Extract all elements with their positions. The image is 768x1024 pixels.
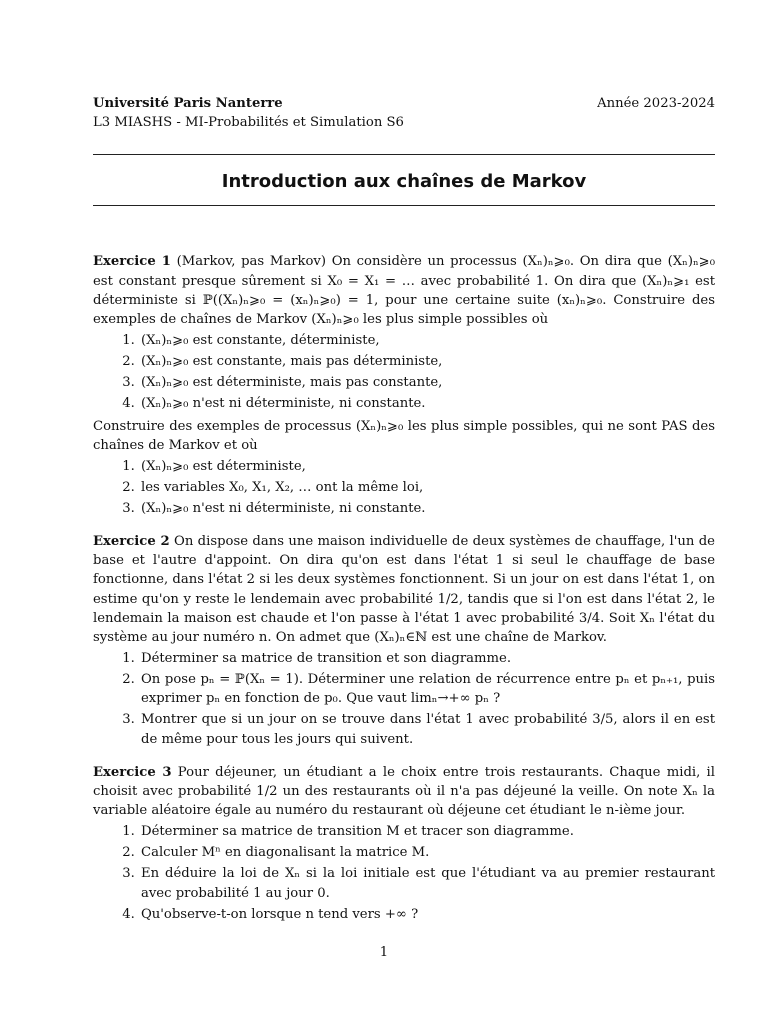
exercise-label: Exercice 2 [93, 534, 170, 550]
exercise-label: Exercice 3 [93, 764, 172, 780]
list-item: 1. (Xₙ)ₙ⩾₀ est constante, déterministe, [139, 331, 715, 350]
list-item: 4. Qu'observe-t-on lorsque n tend vers +∞ ? [139, 905, 715, 924]
list-item: 2. On pose pₙ = ℙ(Xₙ = 1). Déterminer une relation de récurrence entre pₙ et pₙ₊₁, puis exprimer pₙ en fonction de p₀. Que vaut limₙ→+∞ pₙ ? [139, 670, 715, 708]
academic-year: Année 2023-2024 [597, 96, 715, 111]
exercise-2 [93, 532, 715, 749]
list-item: 2. les variables X₀, X₁, X₂, … ont la même loi, [139, 478, 715, 497]
list-item: 3. Montrer que si un jour on se trouve dans l'état 1 avec probabilité 3/5, alors il en est de même pour tous les jours qui suivent. [139, 710, 715, 748]
exercise-2-list [93, 649, 715, 749]
exercise-1 [93, 252, 715, 518]
list-item: 4. (Xₙ)ₙ⩾₀ n'est ni déterministe, ni constante. [139, 394, 715, 413]
list-item: 1. (Xₙ)ₙ⩾₀ est déterministe, [139, 457, 715, 476]
exercise-intro: (Markov, pas Markov) On considère un processus (Xₙ)ₙ⩾₀. On dira que (Xₙ)ₙ⩾₀ est constant presque sûrement si X₀ = X₁ = … avec probabilité 1. On dira que (Xₙ)ₙ⩾₁ est déterministe si ℙ((Xₙ)ₙ⩾₀ = (xₙ)ₙ⩾₀) = 1, pour une certaine suite (xₙ)ₙ⩾₀. Construire des exemples de chaînes de Markov (Xₙ)ₙ⩾₀ les plus simple possibles où [93, 254, 715, 327]
list-item: 3. En déduire la loi de Xₙ si la loi initiale est que l'étudiant va au premier restaurant avec probabilité 1 au jour 0. [139, 864, 715, 902]
list-item: 2. (Xₙ)ₙ⩾₀ est constante, mais pas déterministe, [139, 352, 715, 371]
exercise-3 [93, 763, 715, 924]
exercise-1-list-1 [93, 331, 715, 414]
university-name: Université Paris Nanterre [93, 96, 283, 111]
title-rule-top [93, 154, 715, 155]
exercise-intro: On dispose dans une maison individuelle de deux systèmes de chauffage, l'un de base et l'autre d'appoint. On dira qu'on est dans l'état 1 si seul le chauffage de base fonctionne, dans l'état 2 si les deux systèmes fonctionnent. Si un jour on est dans l'état 1, on estime qu'on y reste le lendemain avec probabilité 1/2, tandis que si l'on est dans l'état 2, le lendemain la maison est chaude et l'on passe à l'état 1 avec probabilité 3/4. Soit Xₙ l'état du système au jour numéro n. On admet que (Xₙ)ₙ∈ℕ est une chaîne de Markov. [93, 534, 715, 645]
page-number: 1 [379, 945, 389, 960]
exercise-intro: Pour déjeuner, un étudiant a le choix entre trois restaurants. Chaque midi, il choisit avec probabilité 1/2 un des restaurants où il n'a pas déjeuné la veille. On note Xₙ la variable aléatoire égale au numéro du restaurant où déjeune cet étudiant le n-ième jour. [93, 764, 715, 819]
page-header [93, 94, 715, 132]
exercise-label: Exercice 1 [93, 254, 171, 270]
list-item: 1. Déterminer sa matrice de transition M et tracer son diagramme. [139, 822, 715, 841]
list-item: 1. Déterminer sa matrice de transition et son diagramme. [139, 649, 715, 668]
title-rule-bottom [93, 205, 715, 206]
course-name: L3 MIASHS - MI-Probabilités et Simulation S6 [93, 115, 404, 131]
header-left [93, 94, 404, 132]
list-item: 2. Calculer Mⁿ en diagonalisant la matrice M. [139, 843, 715, 862]
list-item: 3. (Xₙ)ₙ⩾₀ est déterministe, mais pas constante, [139, 373, 715, 392]
document-title: Introduction aux chaînes de Markov [221, 171, 587, 193]
exercise-paragraph: Construire des exemples de processus (Xₙ)ₙ⩾₀ les plus simple possibles, qui ne sont PAS des chaînes de Markov et où [93, 418, 715, 453]
list-item: 3. (Xₙ)ₙ⩾₀ n'est ni déterministe, ni constante. [139, 499, 715, 518]
exercise-3-list [93, 822, 715, 924]
exercise-1-list-2 [93, 457, 715, 518]
